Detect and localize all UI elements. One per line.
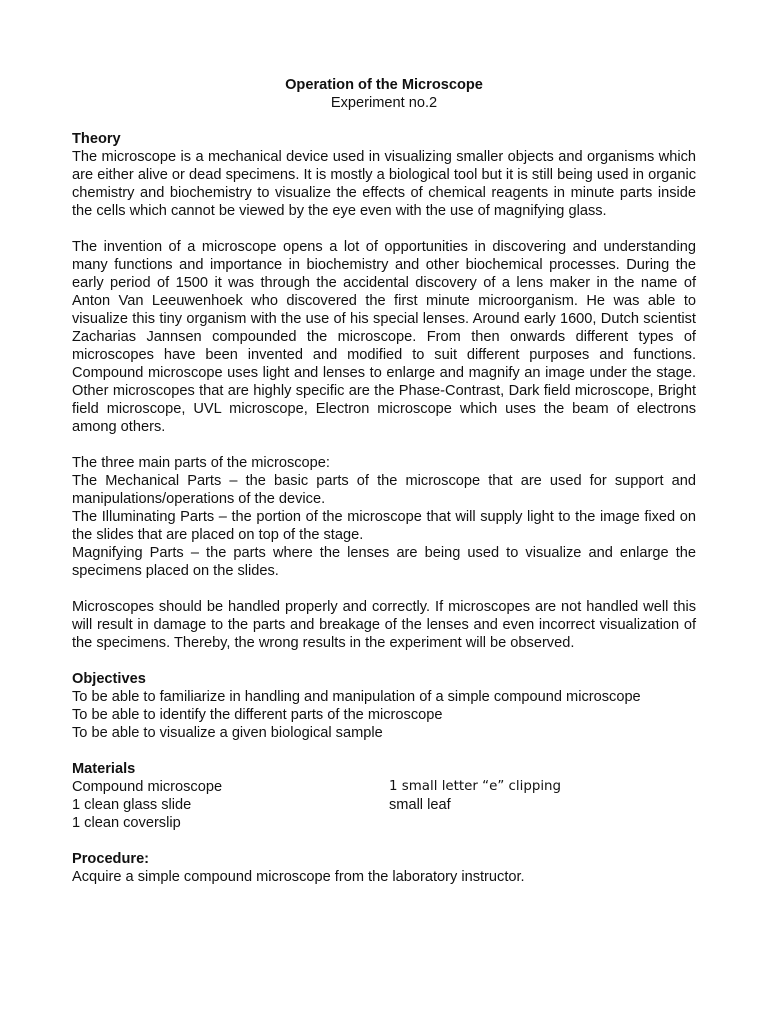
material-item: 1 clean coverslip	[72, 815, 181, 831]
document-body	[72, 76, 696, 886]
materials-row	[72, 778, 696, 796]
theory-paragraph-handling: Microscopes should be handled properly and correctly. If microscopes are not handled well this will result in damage to the parts and breakage of the lenses and even incorrect visualization of the specimens. Thereby, the wrong results in the experiment will be observed.	[72, 599, 696, 651]
material-item: small leaf	[389, 797, 451, 813]
materials-heading: Materials	[72, 761, 136, 777]
objective-item: To be able to visualize a given biological sample	[72, 725, 383, 741]
procedure-heading: Procedure:	[72, 851, 150, 867]
document-subtitle: Experiment no.2	[330, 95, 438, 111]
material-item: Compound microscope	[72, 779, 223, 795]
procedure-item: Acquire a simple compound microscope from the laboratory instructor.	[72, 869, 525, 885]
objective-item: To be able to familiarize in handling and manipulation of a simple compound microscope	[72, 689, 641, 705]
theory-heading: Theory	[72, 131, 121, 147]
part-mechanical: The Mechanical Parts – the basic parts of the microscope that are used for support and manipulations/operations of the device.	[72, 473, 696, 507]
material-item: 1 clean glass slide	[72, 797, 192, 813]
part-illuminating: The Illuminating Parts – the portion of the microscope that will supply light to the image fixed on the slides that are placed on top of the stage.	[72, 509, 696, 543]
objective-item: To be able to identify the different parts of the microscope	[72, 707, 443, 723]
materials-row	[72, 814, 696, 832]
document-title: Operation of the Microscope	[285, 77, 483, 93]
material-item: 1 small letter “e” clipping	[389, 779, 562, 794]
parts-intro: The three main parts of the microscope:	[72, 455, 330, 471]
objectives-heading: Objectives	[72, 671, 146, 687]
part-magnifying: Magnifying Parts – the parts where the lenses are being used to visualize and enlarge the specimens placed on the slides.	[72, 545, 696, 579]
materials-row	[72, 796, 696, 814]
theory-paragraph-2: The invention of a microscope opens a lot of opportunities in discovering and understanding many functions and importance in biochemistry and other biochemical processes. During the early period of 1500 it was through the accidental discovery of a lens maker in the name of Anton Van Leeuwenhoek who discovered the first minute microorganism. He was able to visualize this tiny organism with the use of his special lenses. Around early 1600, Dutch scientist Zacharias Jannsen compounded the microscope. From then onwards different types of microscopes have been invented and modified to suit different purposes and functions. Compound microscope uses light and lenses to enlarge and magnify an image under the stage. Other microscopes that are highly specific are the Phase-Contrast, Dark field microscope, Bright field microscope, UVL microscope, Electron microscope which uses the beam of electrons among others.	[72, 239, 696, 435]
theory-paragraph-1: The microscope is a mechanical device used in visualizing smaller objects and organisms which are either alive or dead specimens. It is mostly a biological tool but it is still being used in organic chemistry and biochemistry to visualize the effects of chemical reagents in minute parts inside the cells which cannot be viewed by the eye even with the use of magnifying glass.	[72, 149, 696, 219]
